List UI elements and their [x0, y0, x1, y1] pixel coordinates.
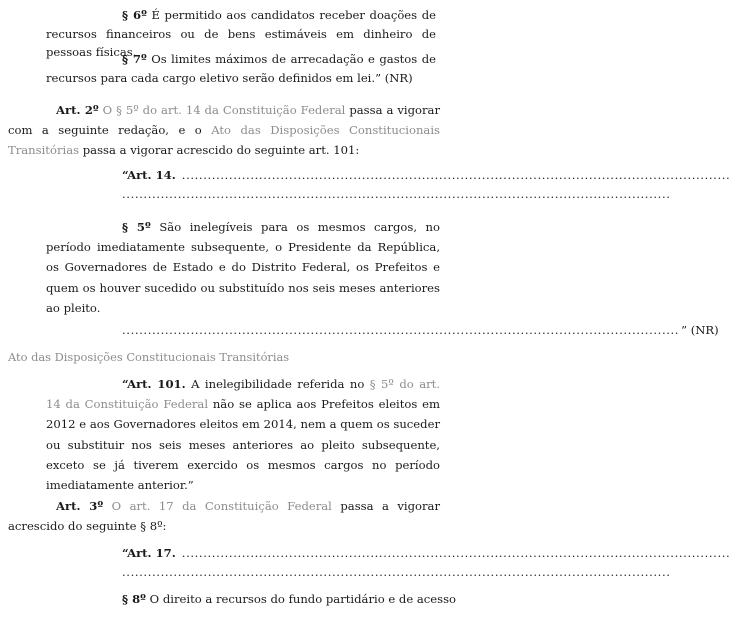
paragraph-6-label: § 6º	[122, 8, 147, 22]
article-2-text-end: passa a vigorar acrescido do seguinte art. 101:	[79, 143, 360, 157]
article-17-dots-2: ................................................................................................................................	[122, 564, 671, 579]
paragraph-7-text: Os limites máximos de arrecadação e gastos de recursos para cada cargo eletivo serão definidos em lei.”	[46, 52, 436, 85]
article-14-dots-2: ................................................................................................................................	[122, 186, 671, 201]
paragraph-5	[46, 217, 440, 318]
article-3-link-constitution[interactable]: O art. 17 da Constituição Federal	[111, 499, 332, 513]
article-17-label: “Art. 17.	[122, 546, 176, 560]
paragraph-5-label: § 5º	[122, 220, 151, 234]
article-14-line	[122, 166, 730, 204]
paragraph-7-nr: (NR)	[381, 70, 413, 85]
article-101-label: “Art. 101.	[122, 377, 186, 391]
article-14-label: “Art. 14.	[122, 168, 176, 182]
article-3-text-end: passa a vigorar acrescido do seguinte § 8º:	[8, 499, 440, 533]
article-2-label: Art. 2º	[56, 103, 99, 117]
article-3	[8, 496, 440, 536]
article-2-link-constitution[interactable]: O § 5º do art. 14 da Constituição Federal	[102, 103, 346, 117]
paragraph-8-label: § 8º	[122, 592, 146, 606]
article-101-text-start: A inelegibilidade referida no	[191, 377, 370, 391]
nr-suffix: ” (NR)	[681, 323, 719, 337]
article-2	[8, 100, 440, 160]
paragraph-5-text: São inelegíveis para os mesmos cargos, no período imediatamente subsequente, o Presidente da República, os Governadores de Estado e do Distrito Federal, os Prefeitos e quem os houver sucedido ou substituído nos seis meses anteriores ao pleito.	[46, 220, 440, 315]
paragraph-8	[46, 590, 457, 609]
article-3-label: Art. 3º	[56, 499, 104, 513]
paragraph-7	[46, 50, 436, 87]
paragraph-6-text: É permitido aos candidatos receber doações de recursos financeiros ou de bens estimáveis em dinheiro de pessoas físicas.	[46, 8, 436, 60]
article-101	[46, 374, 440, 495]
nr-dots: ..................................................................................................................................	[122, 323, 680, 337]
article-101-link-constitution[interactable]: § 5º do art. 14 da Constituição Federal	[46, 377, 441, 412]
article-2-link-adct[interactable]: Ato das Disposições Constitucionais Transitórias	[8, 123, 440, 157]
article-101-text-end: não se aplica aos Prefeitos eleitos em 2012 e aos Governadores eleitos em 2014, nem a quem os suceder ou substituir nos seis meses anteriores ao pleito subsequente, exceto se já tiverem exercido os mesmos cargos no período imediatamente anterior.”	[46, 397, 441, 493]
article-2-text-mid: passa a vigorar com a seguinte redação, e o	[8, 103, 440, 137]
article-17-dots: ................................................................................................................................	[181, 546, 730, 560]
nr-line	[122, 321, 719, 340]
article-14-dots: ................................................................................................................................	[181, 168, 730, 182]
adct-heading-link[interactable]: Ato das Disposições Constitucionais Transitórias	[8, 350, 290, 364]
article-17-line	[122, 544, 730, 582]
paragraph-7-label: § 7º	[122, 52, 147, 66]
paragraph-8-text: O direito a recursos do fundo partidário e de acesso	[149, 592, 457, 606]
